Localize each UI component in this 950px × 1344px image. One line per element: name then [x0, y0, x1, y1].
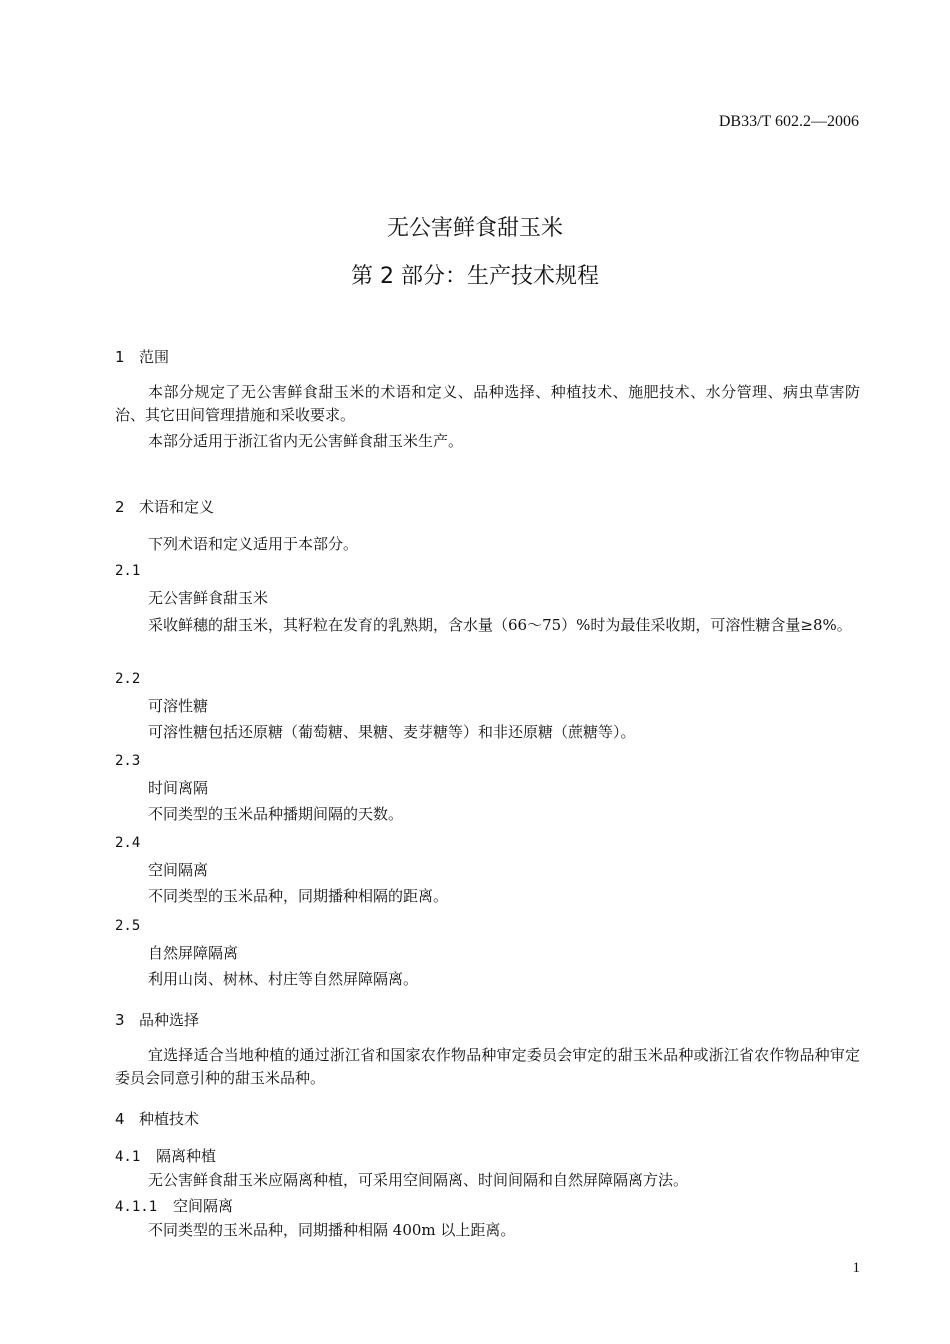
term-definition: 利用山岗、树林、村庄等自然屏障隔离。 — [148, 970, 419, 988]
section-2-intro: 下列术语和定义适用于本部分。 — [148, 535, 359, 553]
subsection-title: 隔离种植 — [156, 1147, 217, 1165]
subsection-heading-4-1 — [115, 1145, 216, 1166]
section-number: 4 — [115, 1110, 125, 1128]
section-heading-2 — [115, 496, 214, 517]
section-number: 3 — [115, 1011, 125, 1029]
document-title: 无公害鲜食甜玉米 — [386, 216, 563, 241]
term-number: 2.2 — [115, 671, 141, 687]
subsection-number: 4.1.1 — [115, 1199, 158, 1215]
subsection-heading-4-1-1 — [115, 1195, 233, 1216]
subsection-4-1-text: 无公害鲜食甜玉米应隔离种植，可采用空间隔离、时间间隔和自然屏障隔离方法。 — [148, 1171, 689, 1189]
term-title: 无公害鲜食甜玉米 — [148, 589, 269, 607]
section-number: 1 — [115, 348, 125, 366]
section-heading-1 — [115, 346, 169, 367]
term-definition: 可溶性糖包括还原糖（葡萄糖、果糖、麦芽糖等）和非还原糖（蔗糖等）。 — [148, 723, 636, 741]
section-1-paragraph-2: 本部分适用于浙江省内无公害鲜食甜玉米生产。 — [148, 432, 464, 450]
term-definition: 不同类型的玉米品种播期间隔的天数。 — [148, 805, 404, 823]
term-title: 可溶性糖 — [148, 697, 209, 715]
term-number: 2.5 — [115, 918, 141, 934]
term-number: 2.1 — [115, 563, 141, 579]
term-number: 2.4 — [115, 835, 141, 851]
term-definition: 不同类型的玉米品种，同期播种相隔的距离。 — [148, 887, 449, 905]
term-number: 2.3 — [115, 753, 141, 769]
section-title: 种植技术 — [139, 1110, 200, 1128]
section-heading-4 — [115, 1108, 199, 1129]
subsection-4-1-1-text: 不同类型的玉米品种，同期播种相隔 400m 以上距离。 — [148, 1221, 516, 1239]
document-subtitle: 第 2 部分：生产技术规程 — [351, 264, 599, 289]
section-title: 范围 — [139, 348, 170, 366]
subsection-number: 4.1 — [115, 1149, 141, 1165]
section-1-paragraph-1: 本部分规定了无公害鲜食甜玉米的术语和定义、品种选择、种植技术、施肥技术、水分管理、病虫草害防治、其它田间管理措施和采收要求。 — [115, 383, 860, 424]
subsection-title: 空间隔离 — [173, 1197, 234, 1215]
page-number: 1 — [852, 1260, 860, 1276]
standard-code: DB33/T 602.2—2006 — [718, 113, 859, 130]
section-number: 2 — [115, 498, 125, 516]
term-title: 自然屏障隔离 — [148, 944, 239, 962]
section-title: 术语和定义 — [139, 498, 215, 516]
term-title: 空间隔离 — [148, 861, 209, 879]
section-3-paragraph: 宜选择适合当地种植的通过浙江省和国家农作物品种审定委员会审定的甜玉米品种或浙江省农作物品种审定委员会同意引种的甜玉米品种。 — [115, 1046, 860, 1087]
section-heading-3 — [115, 1009, 199, 1030]
term-title: 时间离隔 — [148, 779, 209, 797]
term-definition: 采收鲜穗的甜玉米，其籽粒在发育的乳熟期，含水量（66～75）%时为最佳采收期，可溶性糖含量≥8%。 — [148, 616, 852, 634]
section-title: 品种选择 — [139, 1011, 200, 1029]
